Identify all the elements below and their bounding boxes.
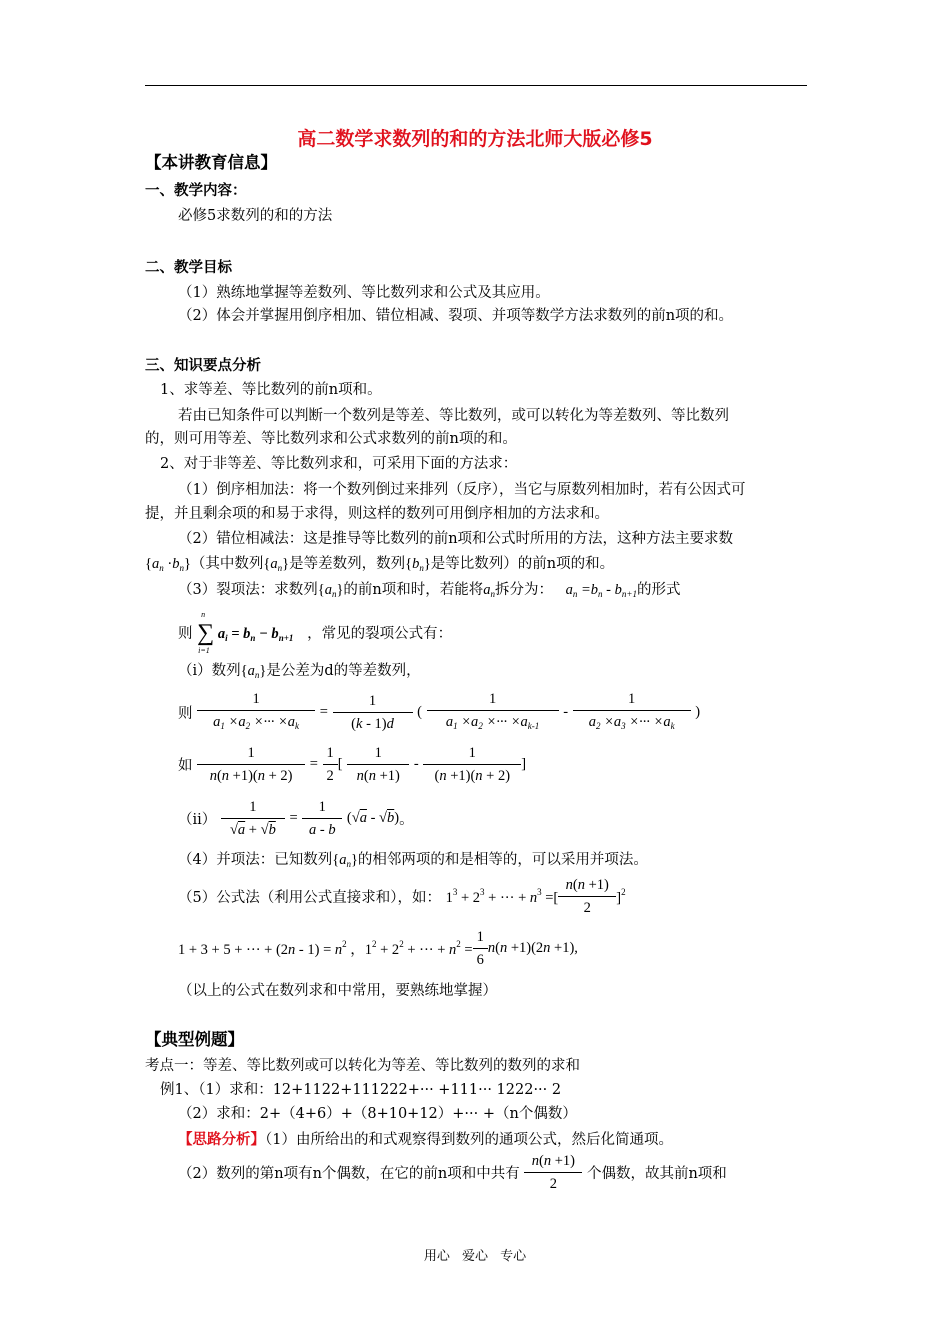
math-expr: $a_n =b_n - b_{n+1}$ <box>565 582 637 599</box>
point-2: 2、对于非等差、等比数列求和，可采用下面的方法求： <box>160 456 518 472</box>
para-line: $\{a_n \cdot b_n\}$（其中数列$\{a_n\}$是等差数列，数列$\{b_n\}$是等比数列）的前n项的和。 <box>145 556 615 573</box>
formula-method-line: （5）公式法（利用公式直接求和），如： $1^3 + 2^3$ + ··· + $n^3$ =[ $\frac{n(n +1)}{2}$ ]$^2$ <box>178 874 626 919</box>
para-line: 若由已知条件可以判断一个数列是等差、等比数列，或可以转化为等差数列、等比数列 <box>178 408 729 424</box>
section-1-heading: 一、教学内容： <box>145 183 247 199</box>
objective-1: （1）熟练地掌握等差数列、等比数列求和公式及其应用。 <box>178 285 550 301</box>
header-rule <box>145 85 807 86</box>
section-2-heading: 二、教学目标 <box>145 260 232 276</box>
analysis-line: 【思路分析】（1）由所给出的和式观察得到数列的通项公式，然后化简通项。 <box>178 1132 673 1148</box>
examples-heading: 【典型例题】 <box>145 1030 244 1049</box>
split-formula-2: 如 $\frac{1}{n(n +1)(n + 2)}$ = $\frac{1}{2}$ [ $\frac{1}{n(n +1)}$ - $\frac{1}{(n +1)(n + 2)}$ ] <box>178 742 526 787</box>
section-info-heading: 【本讲教育信息】 <box>145 153 277 172</box>
para-line: （2）错位相减法：这是推导等比数列的前n项和公式时所用的方法，这种方法主要求数 <box>178 531 734 547</box>
sum-formula: n ∑ i=1 $a_i = b_n - b_{n+1}$ <box>197 610 294 655</box>
para-line: 提，并且剩余项的和易于求得，则这样的数列可用倒序相加的方法求和。 <box>145 506 609 522</box>
point-heading: 考点一：等差、等比数列或可以转化为等差、等比数列的数列的求和 <box>145 1058 580 1074</box>
page-footer: 用心 爱心 专心 <box>423 1249 527 1264</box>
math-expr: $\{a_n\}$ <box>317 582 344 599</box>
example-1-part-2: （2）求和：2+（4+6）+（8+10+12）+··· +（n个偶数） <box>178 1106 577 1122</box>
math-expr: $\{a_n\}$ <box>332 852 358 869</box>
math-expr: $\{a_n\}$ <box>263 556 290 573</box>
para-line: 则 n ∑ i=1 $a_i = b_n - b_{n+1}$ ，常见的裂项公式有： <box>178 610 453 655</box>
page-title: 高二数学求数列的和的方法北师大版必修5 <box>297 128 653 150</box>
para-line: （以上的公式在数列求和中常用，要熟练地掌握） <box>178 983 497 999</box>
analysis-line-2: （2）数列的第n项有n个偶数，在它的前n项和中共有 $\frac{n(n +1)}{2}$ 个偶数，故其前n项和 <box>178 1150 727 1195</box>
para-line: 的，则可用等差、等比数列求和公式求数列的前n项的和。 <box>145 431 517 447</box>
para-line: （3）裂项法：求数列$\{a_n\}$的前n项和时，若能将$a_n$拆分为： $a_n =b_n - b_{n+1}$的形式 <box>178 582 681 599</box>
math-expr: $a_n$ <box>483 582 496 599</box>
para-line: （i）数列$\{a_n\}$是公差为d的等差数列， <box>178 663 421 680</box>
section-3-heading: 三、知识要点分析 <box>145 358 261 374</box>
para-line: （1）倒序相加法：将一个数列倒过来排列（反序），当它与原数列相加时，若有公因式可 <box>178 482 746 498</box>
math-expr: $\{a_n\}$ <box>240 663 267 680</box>
point-1: 1、求等差、等比数列的前n项和。 <box>160 382 382 398</box>
objective-2: （2）体会并掌握用倒序相加、错位相减、裂项、并项等数学方法求数列的前n项的和。 <box>178 308 734 324</box>
example-1: 例1、（1）求和：12+1122+111222+··· +111··· 1222··· 2 <box>160 1082 562 1098</box>
split-formula-3: （ii） $\frac{1}{√a + √b}$ = $\frac{1}{a - b}$ (√a - √b)。 <box>178 796 414 841</box>
formula-sum-squares: 1 + 3 + 5 + ··· + $(2n - 1) = n^2$ ，$1^2 + 2^2$ + ··· + $n^2$ = $\frac{1}{6}$ n(n +1)(2n +1), <box>178 926 578 971</box>
split-formula-1: 则 $\frac{1}{a_1 \times a_2 \times\cdot\cdot\cdot \times a_k}$ = $\frac{1}{(k - 1)d}$ ( $\frac{1}{a_1 \times a_2 \times\cdot\cdot\cdot \times a_{k-1}}$ - $\frac{1}{a_2 \times a_3 \times\cdot\cdot\cdot \times a_k}$ ) <box>178 688 700 737</box>
math-expr: $\{b_n\}$ <box>405 556 431 573</box>
section-1-body: 必修5求数列的和的方法 <box>178 208 333 224</box>
para-line: （4）并项法：已知数列$\{a_n\}$的相邻两项的和是相等的，可以采用并项法。 <box>178 852 648 869</box>
math-expr: $\{a_n \cdot b_n\}$ <box>145 556 191 573</box>
